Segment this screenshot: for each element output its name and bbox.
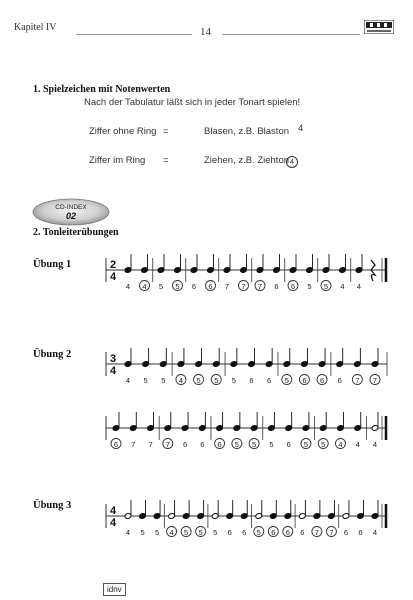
tab-number: 7: [314, 528, 319, 537]
tab-staff-exercise-3: [104, 492, 389, 542]
tab-number: 4: [338, 440, 343, 449]
legend-desc-blow: Blasen, z.B. Blaston: [204, 126, 290, 137]
tab-number: 6: [191, 282, 197, 291]
exercise-label-3: Übung 3: [33, 500, 72, 511]
tab-number: 5: [234, 440, 239, 449]
legend-sample-draw: [286, 153, 298, 171]
tab-number: 5: [269, 440, 274, 449]
header-rule-right: [222, 34, 360, 35]
tab-number: 6: [302, 376, 307, 385]
tab-number: 4: [125, 376, 131, 385]
tab-number: 6: [274, 282, 279, 291]
tab-number: 6: [285, 528, 290, 537]
chapter-title: Kapitel IV: [14, 22, 57, 33]
tab-number: 7: [355, 376, 360, 385]
tab-number: 5: [323, 282, 329, 291]
tab-number: 7: [148, 440, 153, 449]
tab-number: 5: [231, 376, 236, 385]
tab-number: 4: [372, 440, 378, 449]
time-signature-bottom: 4: [109, 271, 117, 283]
tab-number: 4: [125, 282, 131, 291]
tab-number: 5: [256, 528, 261, 537]
publisher-logo: [364, 20, 394, 34]
tab-number: 7: [131, 440, 136, 449]
tab-number: 6: [182, 440, 188, 449]
tab-number: 6: [267, 376, 272, 385]
time-signature-top: 2: [109, 259, 117, 271]
legend-label-blow: Ziffer ohne Ring: [89, 126, 157, 137]
cd-index-label: CD-INDEX: [55, 204, 87, 211]
time-signature-bottom: 4: [109, 517, 117, 529]
legend-sample-blow: 4: [298, 123, 304, 134]
tab-number: 6: [319, 376, 325, 385]
tab-number: 5: [140, 528, 145, 537]
legend-desc-draw: Ziehen, z.B. Ziehton: [204, 155, 290, 166]
tab-number: 6: [242, 528, 247, 537]
tab-number: 4: [355, 440, 360, 449]
tab-number: 5: [213, 528, 218, 537]
tab-number: 6: [227, 528, 232, 537]
tab-number: 6: [113, 440, 119, 449]
legend-label-draw: Ziffer im Ring: [89, 155, 146, 166]
cd-index-badge[interactable]: [31, 197, 111, 227]
tab-number: 4: [372, 528, 378, 537]
tab-number: 6: [249, 376, 254, 385]
time-signature-bottom: 4: [109, 365, 117, 377]
tab-number: 5: [196, 376, 201, 385]
tab-number: 5: [214, 376, 219, 385]
tab-number: 7: [165, 440, 170, 449]
tab-number: 4: [178, 376, 184, 385]
tab-number: 7: [224, 282, 230, 291]
legend-sep-draw: =: [163, 155, 169, 166]
intro-text: Nach der Tabulatur läßt sich in jeder Tonart spielen!: [84, 97, 301, 108]
tab-number: 6: [337, 376, 342, 385]
tab-number: 6: [343, 528, 349, 537]
tab-number: 6: [200, 440, 205, 449]
tab-number: 5: [161, 376, 166, 385]
tab-number: 6: [286, 440, 291, 449]
tab-number: 7: [241, 282, 246, 291]
tab-number: 6: [217, 440, 222, 449]
tab-number: 5: [184, 528, 189, 537]
tab-number: 7: [329, 528, 334, 537]
tab-staff-exercise-2a: [104, 340, 389, 390]
tab-staff-exercise-2b: [104, 404, 389, 454]
header-rule-left: [76, 34, 192, 35]
section-title-2: 2. Tonleiterübungen: [33, 227, 119, 238]
time-signature-top: 3: [109, 353, 117, 365]
tab-number: 5: [307, 282, 312, 291]
tab-number: 5: [252, 440, 257, 449]
tab-number: 4: [340, 282, 345, 291]
exercise-label-1: Übung 1: [33, 259, 72, 270]
tab-number: 5: [175, 282, 180, 291]
time-signature-top: 4: [109, 505, 117, 517]
section-title-1: 1. Spielzeichen mit Notenwerten: [33, 84, 171, 95]
circled-number: 4: [286, 156, 298, 168]
tab-number: 5: [158, 282, 164, 291]
tab-number: 5: [143, 376, 148, 385]
tab-number: 4: [142, 282, 147, 291]
tab-number: 4: [169, 528, 174, 537]
tab-number: 4: [125, 528, 131, 537]
tab-number: 7: [372, 376, 378, 385]
tab-number: 6: [208, 282, 213, 291]
tab-number: 7: [257, 282, 263, 291]
tab-number: 6: [358, 528, 363, 537]
cd-index-number: 02: [65, 211, 77, 221]
exercise-label-2: Übung 2: [33, 349, 72, 360]
tab-number: 5: [198, 528, 203, 537]
page-number: 14: [200, 26, 211, 38]
tab-number: 4: [356, 282, 362, 291]
tab-number: 6: [300, 528, 305, 537]
tab-number: 5: [284, 376, 289, 385]
tab-number: 5: [321, 440, 326, 449]
tab-staff-exercise-1: [104, 246, 389, 296]
publisher-mark: idnv: [103, 583, 126, 596]
tab-number: 5: [154, 528, 160, 537]
tab-number: 6: [271, 528, 276, 537]
tab-number: 5: [303, 440, 309, 449]
legend-sep-blow: =: [163, 126, 169, 137]
tab-number: 6: [290, 282, 296, 291]
